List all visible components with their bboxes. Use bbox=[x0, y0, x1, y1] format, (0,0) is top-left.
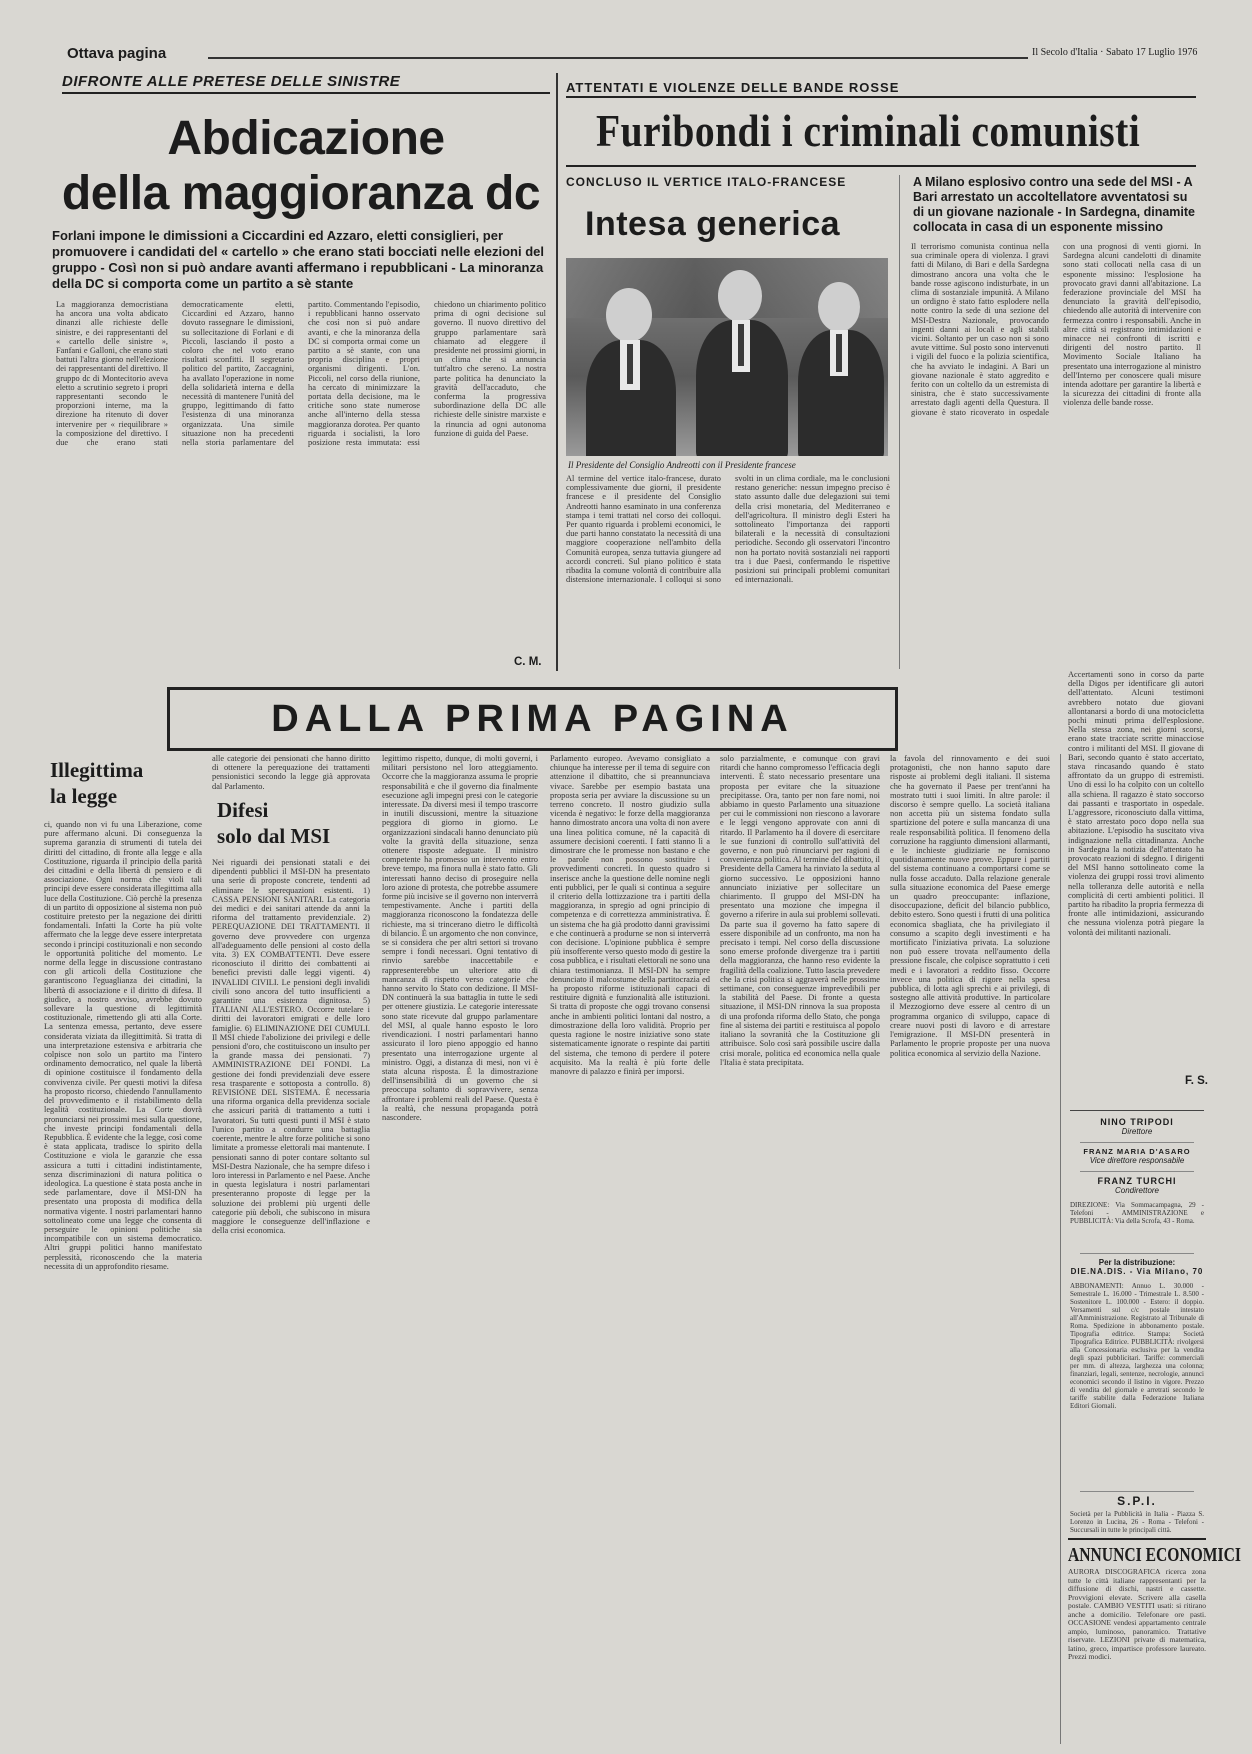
illegittima-head-2: la legge bbox=[50, 784, 118, 808]
masthead-divider bbox=[1060, 754, 1061, 1744]
center-article-body: Al termine del vertice italo-francese, durato complessivamente due giorni, il presidente francese e il presidente del Consiglio Andreotti hanno esaminato in una conferenza stampa i temi trattati nel corso dei colloqui. Per quanto riguarda i problemi economici, le due parti hanno constatato la necessità di una maggiore cooperazione nell'ambito della Comunità europea, senza tuttavia giungere ad accordi concreti. Sul piano politico è stata ribadita la comune volontà di contribuire alla distensione internazionale. I colloqui si sono svolti in un clima cordiale, ma le conclusioni restano generiche: nessun impegno preciso è stato assunto dalle due delegazioni sui temi della crisi monetaria, del Mediterraneo e dell'agricoltura. Il ministro degli Esteri ha sottolineato l'importanza dei rapporti bilaterali e la necessità di consultazioni periodiche. Secondo gli osservatori l'incontro non ha portato novità sostanziali nei rapporti tra i due Paesi, confermando le rispettive posizioni sui principali problemi comunitari ed internazionali. bbox=[566, 474, 890, 585]
right-article-body: Il terrorismo comunista continua nella sua criminale opera di violenza. I gravi fatti di Milano, di Bari e della Sardegna dimostrano ancora una volta che le bande rosse agiscono indisturbate, in un clima di sostanziale impunità. A Milano un ordigno è stato fatto esplodere nella notte contro la sede di una sezione del MSI-Destra Nazionale, provocando ingenti danni ai locali e agli stabili vicini. Soltanto per un caso non si sono avute vittime. Sul posto sono intervenuti i vigili del fuoco e la polizia scientifica, che ha avviato le indagini. A Bari un giovane nazionale è stato aggredito e ferito con un coltello da un estremista di sinistra, che è stato successivamente arrestato dagli agenti della Questura. Il giovane è stato ricoverato in ospedale con una prognosi di venti giorni. In Sardegna alcuni candelotti di dinamite sono stati collocati nella casa di un esponente missino: l'esplosione ha provocato gravi danni all'abitazione. La federazione provinciale del MSI ha denunciato la gravità dell'episodio, chiedendo alle autorità di intervenire con fermezza contro i responsabili. Anche in altre città si registrano intimidazioni e minacce nei confronti di iscritti e dirigenti del nostro partito. Il Movimento Sociale Italiano ha presentato una interrogazione al ministro dell'Interno per conoscere quali misure intenda adottare per garantire la libertà e la sicurezza dei cittadini di fronte alla violenza delle bande rosse. bbox=[911, 242, 1201, 417]
column-divider bbox=[556, 73, 558, 671]
right-column-divider bbox=[899, 175, 900, 669]
annunci-box bbox=[1068, 1538, 1241, 1567]
left-article-body: La maggioranza democristiana ha ancora una volta abdicato dinanzi alle richieste delle sinistre, e dei rappresentanti del « cartello delle sinistre », Fanfani e Galloni, che erano stati battuti l'altra giorno nell'elezione dei rappresentanti del direttivo. Il gruppo dc di Montecitorio aveva eletto a scrutinio segreto i propri rappresentanti secondo le proporzioni interne, ma la direzione ha ritenuto di dover intervenire per « riequilibrare » la composizione del direttivo. I due che erano stati democraticamente eletti, Ciccardini ed Azzaro, hanno dovuto rassegnare le dimissioni, su sollecitazione di Forlani e di Piccoli, lasciando il posto a coloro che nel voto erano risultati sconfitti. Il segretario politico del partito, Zaccagnini, ha avallato l'operazione in nome della solidarietà interna e della necessità di mantenere l'unità del gruppo, legittimando di fatto l'esistenza di una minoranza organizzata. Una simile situazione non ha precedenti nella storia parlamentare del partito. Commentando l'episodio, i repubblicani hanno osservato che così non si può andare avanti, e che la minoranza della DC si comporta ormai come un partito a sè stante, con una propria disciplina e propri organismi dirigenti. L'on. Piccoli, nel corso della riunione, ha cercato di minimizzare la portata della decisione, ma le critiche sono state numerose anche all'interno della stessa maggioranza dorotea. Per quanto riguarda i socialisti, la loro posizione resta immutata: essi chiedono un chiarimento politico prima di ogni decisione sul governo. Il nuovo direttivo del gruppo parlamentare sarà chiamato ad eleggere il presidente nei prossimi giorni, in un clima che si annuncia tutt'altro che sereno. La nostra parte politica ha denunciato la gravità dell'accaduto, che conferma la progressiva subordinazione della DC alle richieste delle sinistre marxiste e la rinuncia ad ogni autonoma funzione di guida del Paese. bbox=[56, 300, 546, 448]
header-meta: Il Secolo d'Italia · Sabato 17 Luglio 1976 bbox=[1032, 47, 1198, 58]
third-role: Condirettore bbox=[1114, 1186, 1160, 1195]
right-headline: Furibondi i criminali comunisti bbox=[596, 105, 1141, 156]
annunci-title: ANNUNCI ECONOMICI bbox=[1068, 1544, 1241, 1566]
header-rule bbox=[208, 57, 1028, 59]
headline-line-1: Abdicazione bbox=[167, 112, 445, 165]
center-kicker: CONCLUSO IL VERTICE ITALO-FRANCESE bbox=[566, 175, 847, 189]
continuation-col-3: legittimo rispetto, dunque, di molti governi, i militari persistono nel loro atteggiamento. Occorre che la maggioranza assuma le proprie responsabilità e che il governo dia finalmente esecuzione agli impegni presi con le categorie interessate. Da diversi mesi il tempo trascorre in inutili discussioni, mentre la situazione peggiora di giorno in giorno. Le organizzazioni sindacali hanno denunciato più volte la gravità della situazione, senza ottenere risposte adeguate. Il ministro competente ha promesso un intervento entro breve tempo, ma finora nulla è stato fatto. Gli interessati hanno deciso di proseguire nella loro azione di protesta, che potrebbe assumere forme più incisive se il governo non interverrà tempestivamente. Anche i partiti della maggioranza riconoscono la fondatezza delle richieste, ma si trincerano dietro le difficoltà di bilancio. È un argomento che non convince, se si considera che per altri settori si trovano sempre i fondi necessari. Ogni tentativo di rinvio sarebbe inaccettabile e rappresenterebbe un ulteriore atto di mancanza di rispetto verso categorie che hanno servito lo Stato con dedizione. Il MSI-DN continuerà la sua battaglia in tutte le sedi per ottenere giustizia. Le categorie interessate sono state ricevute dal gruppo parlamentare del MSI, al quale hanno esposto le loro rivendicazioni. I nostri parlamentari hanno assicurato il loro pieno appoggio ed hanno presentato una interrogazione urgente al ministro. Oggi, a distanza di mesi, non vi è stata alcuna risposta. È la dimostrazione dell'insensibilità di un governo che si preoccupa soltanto di sopravvivere, senza affrontare i problemi reali del Paese. Questa è la realtà, che nessuna propaganda potrà nascondere. bbox=[382, 754, 538, 1122]
vice-role: Vice direttore responsabile bbox=[1089, 1156, 1185, 1165]
spi-info: Società per la Pubblicità in Italia - Piazza S. Lorenzo in Lucina, 26 - Roma - Telefoni - Succursali in tutte le principali città. bbox=[1070, 1510, 1204, 1534]
right-byline: F. S. bbox=[1185, 1075, 1209, 1087]
photo-caption: Il Presidente del Consiglio Andreotti con il Presidente francese bbox=[568, 460, 796, 470]
center-headline: Intesa generica bbox=[585, 205, 841, 243]
summit-photo bbox=[566, 258, 888, 456]
right-continuation-body: Accertamenti sono in corso da parte della Digos per identificare gli autori dell'attentato. Alcuni testimoni avrebbero notato due giovani allontanarsi a bordo di una motocicletta pochi minuti prima dell'esplosione. Nella stessa zona, nei giorni scorsi, erano state tracciate scritte minacciose contro i militanti del MSI. Il giovane di Bari, secondo quanto è stato accertato, stava rincasando quando è stato affrontato da un gruppo di estremisti. Uno di essi lo ha colpito con un coltello alla schiena. Il ragazzo è stato soccorso dai passanti e trasportato in ospedale. L'aggressore, riconosciuto dalla vittima, è stato arrestato poco dopo nella sua abitazione. L'episodio ha suscitato viva indignazione nella cittadinanza. Anche in Sardegna la notizia dell'attentato ha provocato reazioni di sdegno. I dirigenti del MSI hanno sottolineato come la violenza dei gruppi rossi trovi alimento nella tolleranza delle autorità e nella complicità di certi ambienti politici. Il partito ha ribadito la propria fermezza di fronte alle intimidazioni, assicurando che nessuna violenza potrà piegare la volontà dei militanti nazionali. bbox=[1068, 670, 1204, 937]
illegittima-body: ci, quando non vi fu una Liberazione, come pure affermano alcuni. Di conseguenza la suprema garanzia di strumenti di tutela dei diritti del cittadino, di fronte alla legge e alla Costituzione, riguarda il principio della parità dei cittadini e della libertà di pensiero e di associazione. Ogni norma che violi tali principi deve essere considerata illegittima alla luce della Costituzione. Ciò perchè la presenza di un partito di opposizione al sistema non può costituire pretesto per la negazione dei diritti fondamentali. Infatti la Corte ha più volte affermato che la legge deve essere interpretata secondo i principi costituzionali e non secondo le opportunità politiche del momento. Le norme della legge in discussione contrastano con gli articoli della Costituzione che garantiscono l'eguaglianza dei cittadini, la libertà di associazione e il diritto di difesa. Il giudice, a nostro avviso, avrebbe dovuto sollevare la questione di legittimità costituzionale, rimettendo gli atti alla Corte. La sentenza emessa, pertanto, deve essere considerata viziata da illegittimità. Si tratta di una interpretazione estensiva e arbitraria che colpisce non solo un partito ma l'intero ordinamento democratico, nel quale la libertà di opinione costituisce il fondamento della convivenza civile. Per questi motivi la difesa ha proposto ricorso, chiedendo l'annullamento del provvedimento e il ristabilimento della legalità costituzionale. La Corte dovrà pronunciarsi nei prossimi mesi sulla questione, che investe principi fondamentali della Repubblica. È evidente che la legge, così come è stata applicata, tradisce lo spirito della Costituzione e viola le garanzie che essa assicura a tutti i cittadini indistintamente, senza discriminazioni di natura politica o ideologica. La questione è stata posta anche in sede parlamentare, dove il MSI-DN ha presentato una proposta di modifica della normativa vigente. I nostri parlamentari hanno sottolineato come una legge che consenta di perseguire le opinioni politiche sia incompatibile con un sistema democratico. Altri gruppi politici hanno manifestato perplessità, riconoscendo che la materia necessita di un approfondito riesame. bbox=[44, 820, 202, 1271]
banner-text: DALLA PRIMA PAGINA bbox=[271, 697, 794, 740]
masthead bbox=[1070, 1110, 1204, 1544]
director-role: Direttore bbox=[1121, 1127, 1153, 1136]
right-headline-rule bbox=[566, 165, 1196, 167]
masthead-subscription-info: ABBONAMENTI: Annuo L. 30.000 - Semestrale L. 16.000 - Trimestrale L. 8.500 - Sostenitore L. 100.000 - Estero: il doppio. Versamenti sul c/c postale intestato all'Amministrazione. Registrato al Tribunale di Roma. Spedizione in abbonamento postale. Tipografia editrice. Stampa: Società Tipografica Editrice. PUBBLICITÀ: rivolgersi alla Concessionaria esclusiva per la vendita degli spazi pubblicitari. Tariffe: commerciali per mm. di altezza, larghezza una colonna; finanziari, legali, sentenze, necrologie, annunci economici secondo il listino in vigore. Prezzo di vendita del giornale e arretrati secondo le tariffe stabilite dalla Federazione Italiana Editori Giornali. bbox=[1070, 1282, 1204, 1410]
headline-line-2: della maggioranza dc bbox=[61, 167, 541, 220]
right-kicker-rule bbox=[566, 96, 1196, 98]
difesi-head-2: solo dal MSI bbox=[217, 824, 331, 848]
continuation-col-6: la favola del rinnovamento e dei suoi protagonisti, che non hanno saputo dare risposte ai problemi degli italiani. Il sistema che ha governato il Paese per trent'anni ha mostrato tutti i suoi limiti. In altre parole: il discorso è sempre quello. La società italiana non accetta più un sistema fondato sulla spartizione del potere e sulla mancanza di una reale responsabilità politica. Il fenomeno della corruzione ha raggiunto dimensioni allarmanti, e le inchieste giudiziarie ne forniscono quotidianamente nuove prove. Eppure i partiti del sistema continuano a comportarsi come se nulla fosse accaduto. Dalla relazione generale sulla situazione economica del Paese emerge un quadro preoccupante: inflazione, disoccupazione, deficit del bilancio pubblico, debito estero. Sono questi i frutti di una politica economica sbagliata, che ha privilegiato il consumo a scapito degli investimenti e ha mortificato l'iniziativa privata. La soluzione non può essere trovata nell'aumento della pressione fiscale, che colpisce soprattutto i ceti medi e i lavoratori a reddito fisso. Occorre invece una politica di rigore nella spesa pubblica, di lotta agli sprechi e ai privilegi, di sostegno alle attività produttive. In particolare il Mezzogiorno deve essere al centro di un programma organico di sviluppo, capace di creare nuovi posti di lavoro e di arrestare l'emigrazione. Il MSI-DN presenterà in Parlamento le proprie proposte per una nuova politica economica al servizio della Nazione. bbox=[890, 754, 1050, 1058]
left-kicker: DIFRONTE ALLE PRETESE DELLE SINISTRE bbox=[62, 73, 401, 90]
left-byline: C. M. bbox=[514, 656, 542, 668]
spi-label: S.P.I. bbox=[1117, 1494, 1157, 1508]
director-name: NINO TRIPODI bbox=[1100, 1117, 1174, 1127]
difesi-head-1: Difesi bbox=[217, 798, 269, 822]
continuation-col-5: solo parzialmente, e comunque con gravi ritardi che hanno compromesso l'efficacia degli interventi. È stato necessario presentare una proposta per evitare che la situazione precipitasse. Ora, tanto per non fare nomi, noi abbiamo in questo Parlamento una situazione per cui le commissioni non riescono a lavorare e le leggi vengono approvate con anni di ritardo. Il Parlamento ha il dovere di esercitare le sue funzioni di controllo sull'attività del governo, e non può rinunciarvi per ragioni di convenienza politica. Al termine del dibattito, il Presidente della Camera ha rinviato la seduta al giorno successivo. Le opposizioni hanno annunciato iniziative per sollecitare un chiarimento. Il gruppo del MSI-DN ha presentato una mozione che impegna il governo a riferire in aula sui problemi sollevati. Da parte sua il governo ha fatto sapere di essere disponibile ad un confronto, ma non ha precisato i tempi. Nel corso della discussione sono emerse profonde divergenze tra i partiti della maggioranza, che hanno reso evidente la fragilità della coalizione. Tutto lascia prevedere che la crisi politica si aggraverà nelle prossime settimane, con conseguenze imprevedibili per la stabilità del Paese. Di fronte a questa situazione, il MSI-DN rinnova la sua proposta di una profonda riforma dello Stato, che ponga fine al sistema dei partiti e restituisca al popolo italiano la sovranità che la Costituzione gli attribuisce. Solo così sarà possibile uscire dalla crisi morale, politica ed economica nella quale l'Italia è stata precipitata. bbox=[720, 754, 880, 1067]
illegittima-head-1: Illegittima bbox=[50, 758, 144, 782]
dalla-prima-pagina-banner bbox=[167, 687, 898, 751]
difesi-body: Nei riguardi dei pensionati statali e dei dipendenti pubblici il MSI-DN ha presentato una serie di proposte concrete, tendenti ad eliminare le sperequazioni esistenti. 1) CASSA PENSIONI SANITARI. La categoria dei medici e dei sanitari attende da anni la riforma del trattamento previdenziale. 2) PEREQUAZIONE DEI TRATTAMENTI. Il governo deve provvedere con urgenza all'adeguamento delle pensioni al costo della vita. 3) EX COMBATTENTI. Deve essere riconosciuto il diritto dei combattenti ai benefici previsti dalle leggi vigenti. 4) INVALIDI CIVILI. Le pensioni degli invalidi civili sono ancora del tutto insufficienti a garantire una esistenza dignitosa. 5) ITALIANI ALL'ESTERO. Occorre tutelare i diritti dei lavoratori emigrati e delle loro famiglie. 6) ELIMINAZIONE DEI CUMULI. Il MSI chiede l'abolizione dei privilegi e delle pensioni d'oro, che costituiscono un insulto per la grande massa dei pensionati. 7) AMMINISTRAZIONE DEI FONDI. La gestione dei fondi previdenziali deve essere resa trasparente e sottoposta a controllo. 8) REVISIONE DEL SISTEMA. È necessaria una riforma organica della previdenza sociale che assicuri parità di trattamento a tutti i lavoratori. Su tutti questi punti il MSI è stato l'unico partito a condurre una battaglia coerente, mentre le altre forze politiche si sono limitate a promesse elettorali mai mantenute. I pensionati sanno di poter contare soltanto sul MSI-Destra Nazionale, che ha sempre difeso i loro interessi in Parlamento e nel Paese. Anche in questa legislatura i nostri parlamentari presenteranno proposte di legge per la soluzione dei problemi più urgenti delle categorie più deboli, che subiscono in misura maggiore le conseguenze dell'inflazione e della crisi economica. bbox=[212, 858, 370, 1236]
right-deck: A Milano esplosivo contro una sede del MSI - A Bari arrestato un accoltellatore avventatosi su di un giovane nazionale - In Sardegna, dinamite collocata in casa di un esponente missino bbox=[913, 175, 1195, 234]
vice-name: FRANZ MARIA D'ASARO bbox=[1083, 1147, 1191, 1156]
left-deck: Forlani impone le dimissioni a Ciccardini ed Azzaro, eletti consiglieri, per promuovere i candidati del « cartello » che erano stati bocciati nelle elezioni del gruppo - Così non si può andare avanti affermano i repubblicani - La minoranza della DC si comporta come un partito a sè stante bbox=[52, 228, 544, 291]
continuation-col-4: Parlamento europeo. Avevamo consigliato a chiunque ha interesse per il tema di seguire con attenzione il dibattito, che si preannunciava vivace. Sarebbe per esempio bastata una proposta seria per avviare la discussione su un terreno concreto. Il nostro giudizio sulla vicenda è negativo: le forze della maggioranza hanno dimostrato ancora una volta di non avere una linea politica comune, né la capacità di assumere decisioni coerenti. I fatti stanno lì a dimostrare che le promesse non bastano e che le parole non possono sostituire i provvedimenti concreti. In questo quadro si inserisce anche la questione delle nomine negli enti pubblici, per le quali si continua a seguire il criterio della lottizzazione tra i partiti della maggioranza, in spregio ad ogni principio di competenza e di correttezza amministrativa. È un sistema che ha già prodotto danni gravissimi e che continuerà a produrne se non si interverrà con decisione. L'opinione pubblica è sempre più insofferente verso questo modo di gestire la cosa pubblica, e i risultati elettorali ne sono una chiara testimonianza. Il MSI-DN ha sempre denunciato il malcostume della partitocrazia ed ha proposto riforme istituzionali capaci di restituire dignità e funzionalità alle istituzioni. Si tratta di proposte che oggi trovano consensi anche in ambienti politici lontani dal nostro, a dimostrazione della loro validità. Proprio per questa ragione le nostre iniziative sono state sistematicamente ignorate o respinte dai partiti del sistema, che temono di perdere il potere acquisito. Ma la realtà è più forte delle manovre di palazzo e finirà per imporsi. bbox=[550, 754, 710, 1076]
distribution-line-2: DIE.NA.DIS. - Via Milano, 70 bbox=[1070, 1267, 1204, 1276]
difesi-top-body: alle categorie dei pensionati che hanno diritto di ottenere la perequazione dei trattamenti pensionistici secondo la legge già approvata dal Parlamento. bbox=[212, 754, 370, 791]
annunci-body: AURORA DISCOGRAFICA ricerca zona tutte le città italiane rappresentanti per la diffusione di dischi, nastri e cassette. Provvigioni elevate. Scrivere alla casella postale. CAMBIO VESTITI usati: si ritirano anche a domicilio. Telefonare ore pasti. OCCASIONE vendesi appartamento centrale ampio, luminoso, panoramico. Trattative riservate. LEZIONI private di matematica, latino, greco, impartisce professore laureato. Prezzi modici. bbox=[1068, 1568, 1206, 1661]
masthead-editorial-info: DIREZIONE: Via Sommacampagna, 29 - Telefoni - AMMINISTRAZIONE e PUBBLICITÀ: Via della Scrofa, 43 - Roma. bbox=[1070, 1201, 1204, 1225]
third-name: FRANZ TURCHI bbox=[1097, 1176, 1177, 1186]
distribution-line-1: Per la distribuzione: bbox=[1098, 1258, 1176, 1267]
right-kicker: ATTENTATI E VIOLENZE DELLE BANDE ROSSE bbox=[566, 80, 900, 95]
left-kicker-rule bbox=[62, 92, 550, 94]
section-label: Ottava pagina bbox=[67, 45, 167, 62]
